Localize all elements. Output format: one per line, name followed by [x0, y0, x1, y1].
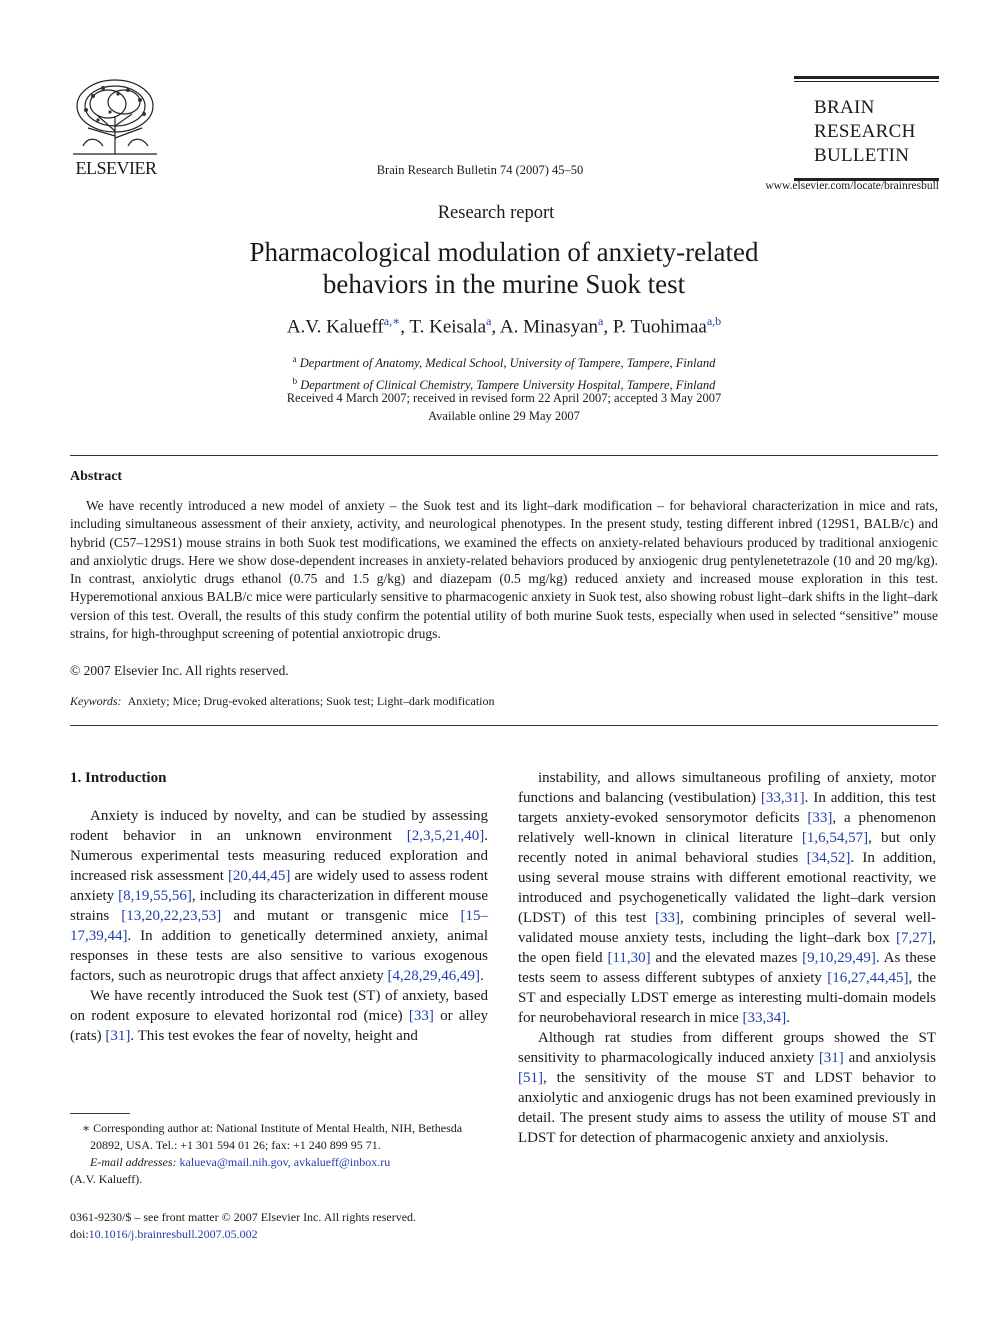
history-dates: Received 4 March 2007; received in revised form 22 April 2007; accepted 3 May 2007 [286, 391, 722, 405]
citation-link[interactable]: [33] [655, 910, 680, 926]
citation-link[interactable]: [33,31] [760, 790, 805, 806]
author-name: T. Keisala [409, 316, 487, 338]
doi-label: doi: [70, 1227, 89, 1241]
body-column-right [518, 768, 936, 1148]
article-type: Research report [437, 203, 555, 223]
body-text: , including its characterization in different mouse strains [70, 888, 488, 924]
doi-line [70, 1226, 490, 1243]
abstract-heading: Abstract [70, 469, 123, 484]
body-column-left [70, 768, 488, 1046]
title-line: behaviors in the murine Suok test [322, 269, 686, 299]
article-dates [100, 389, 908, 425]
citation-link[interactable]: [13,20,22,23,53] [121, 908, 222, 924]
body-text: . [480, 968, 484, 984]
body-text: . In addition, this test targets anxiety-evoked sensorymotor deficits [518, 790, 936, 826]
issn-line: 0361-9230/$ – see front matter © 2007 Elsevier Inc. All rights reserved. [70, 1210, 417, 1224]
body-text: and anxiolysis [843, 1050, 936, 1066]
author-name: A.V. Kalueff [286, 316, 384, 338]
body-paragraph [70, 986, 488, 1046]
citation-link[interactable]: [9,10,29,49] [802, 950, 876, 966]
email-owner: (A.V. Kalueff). [70, 1172, 143, 1186]
section-heading: 1. Introduction [70, 770, 167, 786]
citation-link[interactable]: [8,19,55,56] [118, 888, 192, 904]
author-name: A. Minasyan [499, 316, 599, 338]
citation-link[interactable]: [11,30] [607, 950, 651, 966]
journal-title-line: RESEARCH [814, 121, 916, 142]
body-text: , but only recently noted in animal behavioral studies [518, 830, 936, 866]
body-text: and the elevated mazes [650, 950, 803, 966]
affiliation-marker: a [292, 354, 297, 364]
affiliations [100, 350, 908, 394]
footnote-correspondence [62, 1120, 490, 1154]
abstract-text: We have recently introduced a new model of anxiety – the Suok test and its light–dark modification – for behavioral characterization in mice and rats, including simultaneous assessment of their anxiety, activity, and neurological phenotypes. In the present study, testing different inbred (129S1, BALB/c) and hybrid (C57–129S1) mouse strains in both Suok test modifications, we examined the effects on anxiety-related behaviours produced by traditional anxiogenic and anxiolytic drugs. Here we show dose-dependent increases in anxiety-related behaviors produced by anxiogenic drug pentylenetetrazole (10 and 20 mg/kg). In contrast, anxiolytic drugs ethanol (0.75 and 1.5 g/kg) and diazepam (0.5 mg/kg) reduced anxiety and increased mouse exploration in this test. Hyperemotional anxious BALB/c mice were particularly sensitive to pharmacogenic anxiety in Suok test, also showing robust light–dark shifts in the light–dark version of this test. Overall, the results of this study confirm the potential utility of both murine Suok tests, especially when used in selected “sensitive” mouse strains, for high-throughput screening of potential anxiotropic drugs. [70, 498, 938, 642]
author-name: P. Tuohimaa [612, 316, 707, 338]
body-text: , a phenomenon relatively well-known in clinical literature [518, 810, 937, 846]
citation-link[interactable]: [51] [518, 1070, 543, 1086]
abstract-top-rule [70, 455, 938, 456]
right-paragraphs [518, 768, 936, 1148]
journal-title-line: BRAIN [814, 97, 875, 118]
abstract-bottom-rule [70, 725, 938, 726]
body-text: . In addition, using several mouse strains with different emotional reactivity, we introduced and psychogenetically validated the light–dark version (LDST) of this test [518, 850, 936, 926]
corresponding-author-footnote [70, 1120, 490, 1188]
author-affiliation-marker[interactable]: a [486, 314, 492, 328]
author-list: A.V. Kalueff$^{a,∗}$, T. Keisala$^a$, A. Minasyan$^a$, P. Tuohimaa$^{a,b}$ [286, 314, 722, 338]
body-text: . [786, 1010, 790, 1026]
citation-link[interactable]: [4,28,29,46,49] [387, 968, 481, 984]
citation-link[interactable]: [33] [807, 810, 833, 826]
body-text: , the sensitivity of the mouse ST and LDST behavior to anxiolytic and anxiogenic drugs has not been examined previously in detail. The present study aims to assess the utility of mouse ST and LDST for detection of pharmacogenic anxiety and anxiolysis. [518, 1070, 936, 1146]
affiliation-text: Department of Clinical Chemistry, Tampere University Hospital, Tampere, Finland [300, 378, 716, 393]
citation-link[interactable]: [16,27,44,45] [827, 970, 909, 986]
author-affiliation-marker[interactable]: a [598, 314, 604, 328]
email-links[interactable]: kalueva@mail.nih.gov, avkalueff@inbox.ru [179, 1155, 391, 1169]
journal-masthead [794, 76, 939, 181]
body-paragraph [518, 1028, 936, 1148]
body-text: are widely used to assess rodent anxiety [70, 868, 488, 904]
citation-link[interactable]: [1,6,54,57] [801, 830, 869, 846]
keywords-label: Keywords: [70, 694, 122, 708]
footnote-emails [70, 1154, 490, 1171]
citation-link[interactable]: [33] [408, 1008, 434, 1024]
journal-url[interactable]: www.elsevier.com/locate/brainresbull [765, 180, 939, 192]
journal-title [814, 96, 939, 168]
citation-link[interactable]: [31] [105, 1028, 131, 1044]
affiliation-text: Department of Anatomy, Medical School, University of Tampere, Tampere, Finland [299, 356, 716, 371]
body-text: . Numerous experimental tests measuring reduced exploration and increased risk assessment [70, 828, 488, 884]
email-label: E-mail addresses: [90, 1155, 177, 1169]
body-text: . This test evokes the fear of novelty, height and [130, 1028, 418, 1044]
affiliation [100, 350, 908, 372]
body-text: . As these tests seem to assess different subtypes of anxiety [518, 950, 936, 986]
publisher-name: ELSEVIER [75, 158, 157, 178]
title-line: Pharmacological modulation of anxiety-related [249, 237, 759, 267]
author-affiliation-marker[interactable]: a,∗ [383, 314, 401, 328]
body-text: or alley (rats) [70, 1008, 488, 1044]
body-paragraph [70, 806, 488, 986]
citation-link[interactable]: [33,34] [742, 1010, 787, 1026]
body-text: , combining principles of several well-validated mouse anxiety tests, including the light–dark box [518, 910, 936, 946]
body-text: instability, and allows simultaneous profiling of anxiety, motor functions and balancing (vestibulation) [518, 770, 936, 806]
citation-link[interactable]: [7,27] [896, 930, 933, 946]
body-text: Although rat studies from different groups showed the ST sensitivity to pharmacologically induced anxiety [518, 1030, 936, 1066]
affiliation-marker: b [292, 376, 298, 387]
body-paragraph [518, 768, 936, 1028]
journal-citation: Brain Research Bulletin 74 (2007) 45–50 [376, 163, 584, 177]
copyright-notice: © 2007 Elsevier Inc. All rights reserved. [70, 663, 289, 678]
footnote-rule [70, 1113, 130, 1114]
journal-title-line: BULLETIN [814, 145, 910, 166]
author-affiliation-marker[interactable]: a,b [706, 314, 722, 328]
citation-link[interactable]: [20,44,45] [227, 868, 291, 884]
footnote-text: Corresponding author at: National Institute of Mental Health, NIH, Bethesda 20892, USA. Tel.: +1 301 594 01 26; fax: +1 240 899 95 71. [90, 1121, 463, 1152]
body-text: , the ST and especially LDST emerge as interesting multi-domain models for neurobehavioral research in mice [518, 970, 936, 1026]
body-text: Anxiety is induced by novelty, and can be studied by assessing rodent behavior in an unknown environment [70, 808, 488, 844]
left-paragraphs [70, 806, 488, 1046]
keywords [70, 694, 494, 709]
article-title [150, 236, 858, 300]
issn-doi-block [70, 1209, 490, 1243]
doi-link[interactable]: 10.1016/j.brainresbull.2007.05.002 [88, 1227, 258, 1241]
body-text: and mutant or transgenic mice [221, 908, 461, 924]
citation-link[interactable]: [31] [818, 1050, 844, 1066]
citation-link[interactable]: [15–17,39,44] [70, 908, 488, 944]
citation-link[interactable]: [2,3,5,21,40] [406, 828, 485, 844]
citation-link[interactable]: [34,52] [806, 850, 851, 866]
footnote-marker: ∗ [82, 1121, 91, 1135]
keywords-list: Anxiety; Mice; Drug-evoked alterations; Suok test; Light–dark modification [127, 694, 495, 708]
online-date: Available online 29 May 2007 [428, 409, 580, 423]
body-text: . In addition to genetically determined anxiety, animal responses in these tests are also sensitive to various exogenous factors, such as neurotropic drugs that affect anxiety [70, 928, 488, 984]
body-text: , the open field [518, 930, 936, 966]
body-text: We have recently introduced the Suok test (ST) of anxiety, based on rodent exposure to elevated horizontal rod (mice) [70, 988, 488, 1024]
